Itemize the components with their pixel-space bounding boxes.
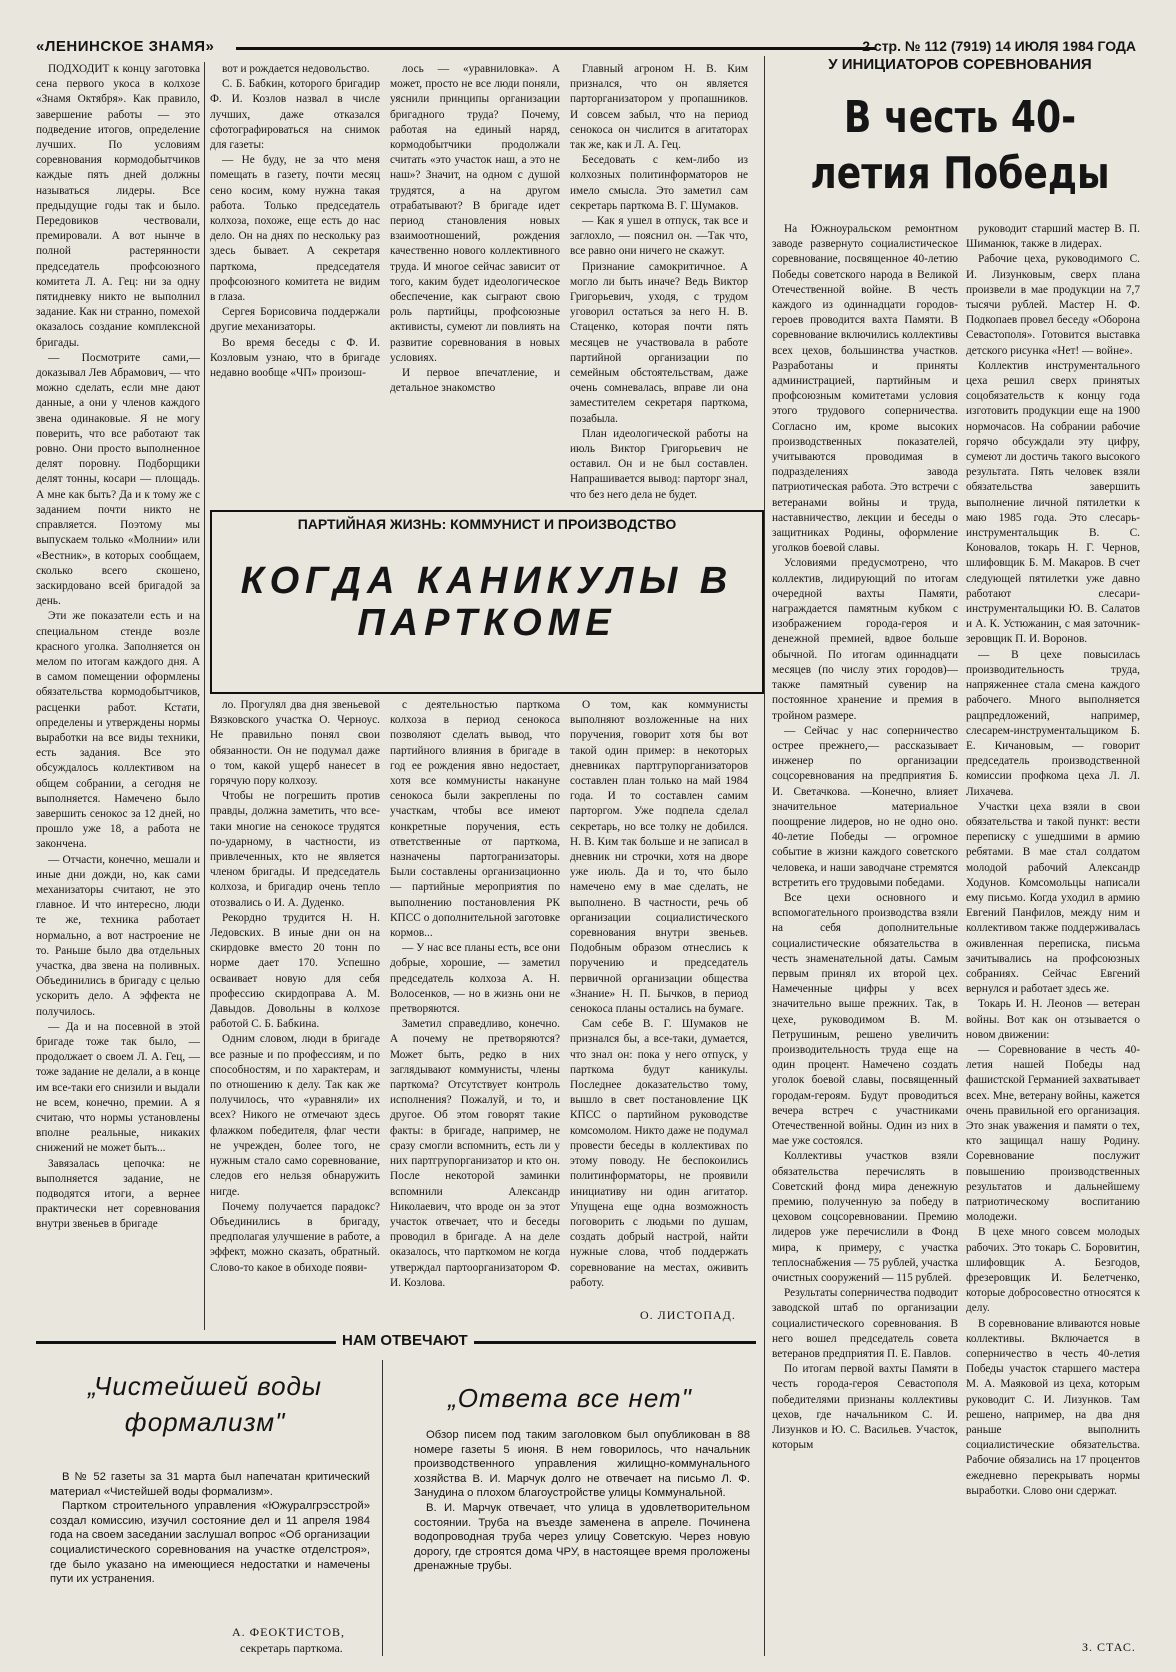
reply-paragraph: Партком строительного управления «Южуралгрэсстрой» создал комиссию, изучил состояние дел и 11 апреля 1984 года на своем заседании заслушал вопрос «Об организации социалистического соревнования на участке отделстроя», где было указано на имеющиеся недостатки и намечены пути их устранения. [50,1500,370,1586]
party-paragraph: Заметил справедливо, конечно. А почему не претворяются? Может быть, редко в них заглядывают коммунисты, члены парткома? Отсутствует контроль исполнения? Пожалуй, и то, и другое. Об этом говорят такие факты: в бригаде, например, не сразу смогли вспомнить, есть ли у них партгрупорганизатор и кто он. После некоторой заминки вспомнили Александр Николаевич, что вроде он за этот участок отвечает, что и беседы проводил в бригаде. А на деле оказалось, что парткомом не когда утверждал партоорганизатором Ф. И. Козлова. [390,1018,560,1289]
reply-paragraph: В № 52 газеты за 31 марта был напечатан критический материал «Чистейшей воды формализм». [50,1471,370,1498]
party-paragraph: И первое впечатление, и детальное знакомство [390,367,560,395]
initiators-paragraph: Участки цеха взяли в свои обязательства и такой пункт: вести переписку с ушедшими в армию ребятами. В мае стал солдатом молодой рабочий Александр Ходунов. Комсомольцы написали ему письмо. Когда уходил в армию Евгений Панфилов, между ним и коллективом также поддерживалась оживленная переписка, письма зачитывались на профсоюзных собраниях. Сейчас Евгений вернулся и работает здесь же. [966,800,1140,996]
party-paragraph: вот и рождается недовольство. [222,63,370,75]
initiators-headline: В честь 40-летия Победы [810,92,1110,199]
party-paragraph: Сергея Борисовича поддержали другие механизаторы. [210,306,380,334]
reply-paragraph: Обзор писем под таким заголовком был опубликован в 88 номере газеты 5 июня. В нем говорилось, что начальник производственного управления жилищно-коммунального хозяйства В. И. Марчук долго не отвечает на письмо Л. Ф. Занудина о плохом благоустройстве улицы Коммунальной. [414,1429,750,1500]
reply-right-body [414,1428,750,1654]
initiators-paragraph: Токарь И. Н. Леонов — ветеран войны. Вот как он отзывается о новом движении: [966,998,1140,1041]
initiators-paragraph: руководит старший мастер В. П. Шиманюк, также в лидерах. [966,223,1140,251]
party-paragraph: — Посмотрите сами,— доказывал Лев Абрамович, — что можно сделать, если мне дают данные, а они у членов каждого звена одинаковые. Я не могу поверить, что все работают так ровно. Они просто выполненное делят поровну. Подборщики делят тонны, косари — площадь. А мне как быть? Да и к тому же с заданием почти никто не справляется. Поэтому мы выпускаем только «Молнии» или «Вестник», в которых сообщаем, сколько всего скошено, заскирдовано всей бригадой за день. [36,351,200,608]
party-paragraph: Чтобы не погрешить против правды, должна заметить, что все-таки многие на сенокосе трудятся по-ударному, в частности, из привлеченных, кто не является членом бригады. И председатель колхоза, и бригадир очень тепло отозвались о И. А. Дуденко. [210,790,380,909]
party-article-column-3b [390,698,560,1330]
party-article-column-3a [390,62,560,506]
newspaper-name: «ЛЕНИНСКОЕ ЗНАМЯ» [36,38,215,55]
initiators-paragraph: — В цехе повысилась производительность труда, напряженнее стала смена каждого рабочего. Много выполняется рацпредложений, например, слесарем-инструментальщиком Б. Е. Кичановым, — говорит председатель производственной комиссии профкома цеха Л. Л. Лихачева. [966,648,1140,798]
initiators-paragraph: Коллектив инструментального цеха решил сверх принятых соцобязательств к концу года изготовить продукции еще на 1900 нормочасов. На собрании рабочие горячо обсуждали эту цифру, сумеют ли достичь такого высокого результата. Пять человек взяли обязательства завершить выполнение личной пятилетки к маю 1985 года. Это слесарь-инструментальщик В. С. Коновалов, токарь Н. Г. Чернов, шлифовщик Б. М. Макаров. В счет следующей пятилетки уже давно работают слесари-инструментальщики Ю. В. Салатов и А. К. Устюжанин, с мая заточник-зеровщик П. И. Воронов. [966,359,1140,646]
party-article-column-2a [210,62,380,506]
party-signature: О. ЛИСТОПАД. [640,1308,736,1322]
party-paragraph: — Как я ушел в отпуск, так все и заглохло, — пояснил он. —Так что, все равно они ничего не скажут. [570,215,748,258]
party-paragraph: О том, как коммунисты выполняют возложенные на них поручения, говорит хотя бы вот такой один пример: в некоторых дневниках партгрупорганизаторов составлен план только на май 1984 года. И то составлен самим парторгом. Уже подпела сделал секретарь, но все толку не добился. Н. В. Ким так больше и не записал в дневник ни строчки, хотя на дворе уже июль. Да и то, что было намечено ему в мае сделать, не выполнено. В частности, речь об организации социалистического соревнования внутри звеньев. Подобным образом отнеслись к поручению и председатель первичной организации общества «Знание» Н. П. Бычков, в период сенокоса планы остались на бумаге. [570,699,748,1016]
masthead [36,36,1136,58]
initiators-paragraph: В цехе много совсем молодых рабочих. Это токарь С. Боровитин, шлифовщик А. Безгодов, фрезеровщик И. Белетченко, которые добросовестно относятся к делу. [966,1226,1140,1315]
initiators-column-1 [772,222,958,1654]
party-paragraph: С. Б. Бабкин, которого бригадир Ф. И. Козлов назвал в числе лучших, даже отказался сфотографироваться на снимок для газеты: [210,78,380,152]
party-paragraph: Сам себе В. Г. Шумаков не признался бы, а все-таки, думается, что знал он: пока у него отпуск, у парткома будут каникулы. Последнее доказательство тому, вышло в свет постановление ЦК КПСС о партийном руководстве комсомолом. Никто даже не подумал провести беседы в коллективах по этому поводу. Не беспокоились политинформаторы, не проявили инициативу ни один агитатор. Упущена еще одна возможность поговорить с людьми по душам, создать добрый настрой, найти нужные слова, чтоб поддержать соревнование на местах, оживить работу. [570,1018,748,1289]
party-article-column-1 [36,62,200,1330]
party-paragraph: Беседовать с кем-либо из колхозных политинформаторов не имело смысла. Это заметил сам секретарь парткома В. Г. Шумаков. [570,154,748,212]
initiators-paragraph: Условиями предусмотрено, что коллектив, лидирующий по итогам очередной вахты Памяти, награждается памятным кубком с изображением города-героя и денежной премией, вдвое больше обычной. По итогам одиннадцати месяцев (по числу этих городов)— также памятный сувенир на постоянное хранение и премия в тройном размере. [772,557,958,722]
party-paragraph: Признание самокритичное. А могло ли быть иначе? Ведь Виктор Григорьевич, уходя, с трудом уговорил остаться за него Н. В. Стаценко, которая почти пять месяцев не участвовала в работе партийной организации по семейным обстоятельствам, даже очень сомневалась, вправе ли она заместителем секретаря парткома, позабыла. [570,260,748,425]
party-paragraph: — Да и на посевной в этой бригаде тоже так было, — продолжает о своем Л. А. Гец, — тоже задание не делали, а в конце им все-таки его снизили и выдали не всем, конечно, премии. А я считаю, что нормы установлены вполне реальные, никаких снижений не может быть... [36,1020,200,1155]
masthead-rule [236,47,876,50]
reply-paragraph: В. И. Марчук отвечает, что улица в удовлетворительном состоянии. Труба на въезде заменена в апреле. Починена водопроводная труба через улицу Советскую. Через новую дорогу, где строятся дома ЧРУ, в настоящее время проложены дренажные трубы. [414,1501,750,1573]
initiators-paragraph: На Южноуральском ремонтном заводе развернуто социалистическое соревнование, посвященное 40-летию Победы советского народа в Великой Отечественной войне. В честь каждого из одиннадцати городов-героев проводится вахта Памяти. В соревнование включились коллективы всех цехов, большинства участков. Разработаны и приняты администрацией, партийным и профсоюзным комитетами условия этого трудового соперничества. Согласно им, кроме высоких производственных показателей, учитываются проводимая в подразделениях завода патриотическая работа. Это встречи с ветеранами войны и труда, наставничество, лекции и беседы о защитниках Родины, оформление уголков боевой славы. [772,223,958,555]
party-paragraph: Главный агроном Н. В. Ким признался, что он является парторганизатором у пропашников. И совсем забыл, что на период сенокоса он числится в агитаторах так же, как и Л. А. Гец. [570,63,748,152]
party-paragraph: — Отчасти, конечно, мешали и иные дни дожди, но, как сами механизаторы считают, не это главное. И что интересно, люди те же, техника работает нормально, а вот настроение не то. Раньше было два отдельных участка, два звена на поливных. Объединились в бригаду с целью ускорить дело. А эффекта не получилось. [36,853,200,1018]
party-headline-box [210,510,764,694]
column-divider [204,62,205,1330]
reply-right-title: „Ответа все нет" [448,1383,692,1413]
party-paragraph: Завязалась цепочка: не выполняется задание, не подводятся итоги, а вернее практически нет соревнования внутри звеньев в бригаде [36,1157,200,1231]
initiators-paragraph: В соревнование вливаются новые коллективы. Включается в соперничество в честь 40-летия Победы участок старшего мастера М. А. Маяковой из цеха, которым руководит С. И. Лизунков. Там решено, например, на два дня раньше выполнить социалистические обязательства. Рабочие обязались на 17 процентов ежедневно перекрывать нормы выработки. Слово они сдержат. [966,1317,1140,1497]
replies-section-head [36,1332,756,1352]
party-paragraph: Эти же показатели есть и на специальном стенде возле красного уголка. Заполняется он мелом по итогам каждого дня. А в самом помещении оформлены обязательства кормодобытчиков, расценки работ. Кстати, определены и утверждены нормы выработки на все виды техники, есть задания. Все это обсуждалось коллективом на общем собрании, а сегодня не выполняется. Намечено было завершить сенокос за 12 дней, но прошло уже 18, а работа не закончена. [36,610,200,851]
replies-heading: НАМ ОТВЕЧАЮТ [336,1332,474,1349]
initiators-paragraph: Рабочие цеха, руководимого С. И. Лизунковым, сверх плана произвели в мае продукции на 7,7 тысячи рублей. Мастер Н. Ф. Подкопаев провел беседу «Оборона Севастополя». Готовится выставка детского рисунка «Нет! — войне». [966,253,1140,357]
party-rubric: ПАРТИЙНАЯ ЖИЗНЬ: КОММУНИСТ И ПРОИЗВОДСТВО [297,516,677,532]
reply-left-title: „Чистейшей воды формализм" [87,1371,323,1437]
initiators-paragraph: Все цехи основного и вспомогательного производства взяли на себя дополнительные социалистические обязательства в честь знаменательной даты. Самым первым принял их второй цех. Намеченные цифры у всех значительно выше прежних. Так, в цехе, руководимом В. М. Петрушиным, решено увеличить производительность труда еще на один процент. Намечено создать уголок боевой славы, посвященный городам-героям. Будут проводиться вечера встреч с участниками Отечественной войны. Один из них в мае уже состоялся. [772,891,958,1148]
party-paragraph: Одним словом, люди в бригаде все разные и по профессиям, и по способностям, и по характерам, и по отношению к делу. Так как же получилось, что «уравняли» их всех? Никого не отмечают здесь флажком победителя, флаг чести не учрежден, более того, не нужным стало само соревнование, следов его нельзя обнаружить нигде. [210,1033,380,1198]
party-headline: КОГДА КАНИКУЛЫ В ПАРТКОМЕ [240,560,734,644]
party-paragraph: с деятельностью парткома колхоза в период сенокоса позволяют сделать вывод, что партийного влияния в бригаде в год ее рождения явно недостает, хотя все коммунисты накануне сенокоса были закреплены по участкам, чтобы все имеют конкретные поручения, есть ответственные от парткома, назначены партогранизаторы. Были составлены организационно — партийные мероприятия по выполнению постановления РК КПСС о дополнительной заготовке кормов... [390,699,560,940]
initiators-paragraph: — Соревнование в честь 40-летия нашей Победы над фашистской Германией захватывает всех. Мне, ветерану войны, кажется очень правильной его организация. Это знак уважения и памяти о тех, кто защищал нашу Родину. Соревнование послужит повышению производственных результатов и дальнейшему патриотическому воспитанию молодежи. [966,1043,1140,1224]
party-paragraph: Почему получается парадокс? Объединились в бригаду, предполагая улучшение в работе, а эффект, можно сказать, обратный. Слово-то какое в обиходе появи- [210,1200,380,1274]
initiators-paragraph: — Сейчас у нас соперничество острее прежнего,— рассказывает инженер по организации соцсоревнования на предприятия Б. И. Светачкова. —Конечно, влияет значительное материальное поощрение лидеров, но не одно оно. 40-летие Победы — огромное событие в жизни каждого советского человека, и наши заводчане стремятся встретить его трудовыми победами. [772,724,958,889]
party-paragraph: — Не буду, не за что меня помещать в газету, почти месяц сено косим, кому нужна такая работа. Только председатель колхоза, похоже, еще есть до нас дело. Он на днях по нескольку раз здесь бывает. А секретаря парткома, председателя профсоюзного комитета не видим в глаза. [210,154,380,304]
initiators-paragraph: Коллективы участков взяли обязательства перечислять в Советский фонд мира денежную премию, полученную за победу в цеховом соцсоревновании. Премию лидеров уже перечислили в Фонд мира, к примеру, с участка теплоснабжения — 75 рублей, участка очистных сооружений — 115 рублей. [772,1150,958,1285]
party-article-column-2b [210,698,380,1330]
party-paragraph: лось — «уравниловка». А может, просто не все люди поняли, уяснили принципы организации бригадного труда? Почему, работая на единый наряд, кормодобытчики продолжали считать «это участок наш, а это не наш»? Значит, на одном с душой трудятся, а на другом отрабатывают? В бригаде идет период становления новых взаимоотношений, рождения качественно нового коллективного труда. И многое сейчас зависит от того, каким будет идеологическое обеспечение, как сыграют свою роль партийцы, профсоюзные активисты, сумеют ли повлиять на развитие соревнования в новых условиях. [390,63,560,364]
party-paragraph: ПОДХОДИТ к концу заготовка сена первого укоса в колхозе «Знамя Октября». Как правило, завершение работы — это подведение итогов, определение лучших. По условиям соревнования кормодобытчиков каждые пять дней должны называться лидеры. Все предыдущие годы так и было. Передовиков чествовали, премировали. А вот нынче в полной растерянности председатель профсоюзного комитета Л. А. Гец: ни за одну пятидневку никто не выполнил задание. Как ни странно, помехой оказалось создание комплексной бригады. [36,63,200,349]
initiators-rubric: У ИНИЦИАТОРОВ СОРЕВНОВАНИЯ [828,56,1092,73]
party-article-column-4 [570,62,748,502]
party-paragraph: Рекордно трудится Н. Н. Ледовских. В иные дни он на скирдовке вместо 20 тонн по норме дает 170. Успешно осваивает новую для себя профессию скирдоправа А. М. Давыдов. Довольны в колхозе работой С. Б. Бабкина. [210,911,380,1031]
reply-left-signature: А. ФЕОКТИСТОВ, [232,1625,345,1639]
party-paragraph: — У нас все планы есть, все они добрые, хорошие, — заметил председатель колхоза А. Н. Волосенков, — но в жизнь они не претворяются. [390,942,560,1016]
initiators-column-2 [966,222,1140,1634]
party-article-column-4b [570,698,748,1298]
column-divider [382,1360,383,1656]
column-divider [764,56,765,1656]
initiators-signature: З. СТАС. [1082,1640,1136,1654]
party-paragraph: ло. Прогулял два дня звеньевой Вязковского участка О. Черноус. Не правильно понял свои обязанности. Он не подумал даже о том, какой ущерб нанесет в горячую пору колхозу. [210,699,380,788]
issue-date: 2 стр. № 112 (7919) 14 ИЮЛЯ 1984 ГОДА [862,38,1136,54]
party-paragraph: План идеологической работы на июль Виктор Григорьевич не оставил. Он и не был составлен. Напрашивается вывод: парторг знал, что без него дела не будет. [570,427,748,501]
initiators-paragraph: Результаты соперничества подводит заводской штаб по организации социалистического соревнования. В него вошел председатель совета ветеранов предприятия П. Е. Павлов. [772,1287,958,1361]
initiators-paragraph: По итогам первой вахты Памяти в честь города-героя Севастополя победителями признаны коллективы цехов, где начальником С. И. Лизунков и Ю. С. Васильев. Участок, которым [772,1363,958,1452]
party-paragraph: Во время беседы с Ф. И. Козловым узнаю, что в бригаде недавно вообще «ЧП» произош- [210,336,380,380]
reply-left-signature-title: секретарь парткома. [240,1641,343,1655]
reply-left-body [50,1470,370,1630]
